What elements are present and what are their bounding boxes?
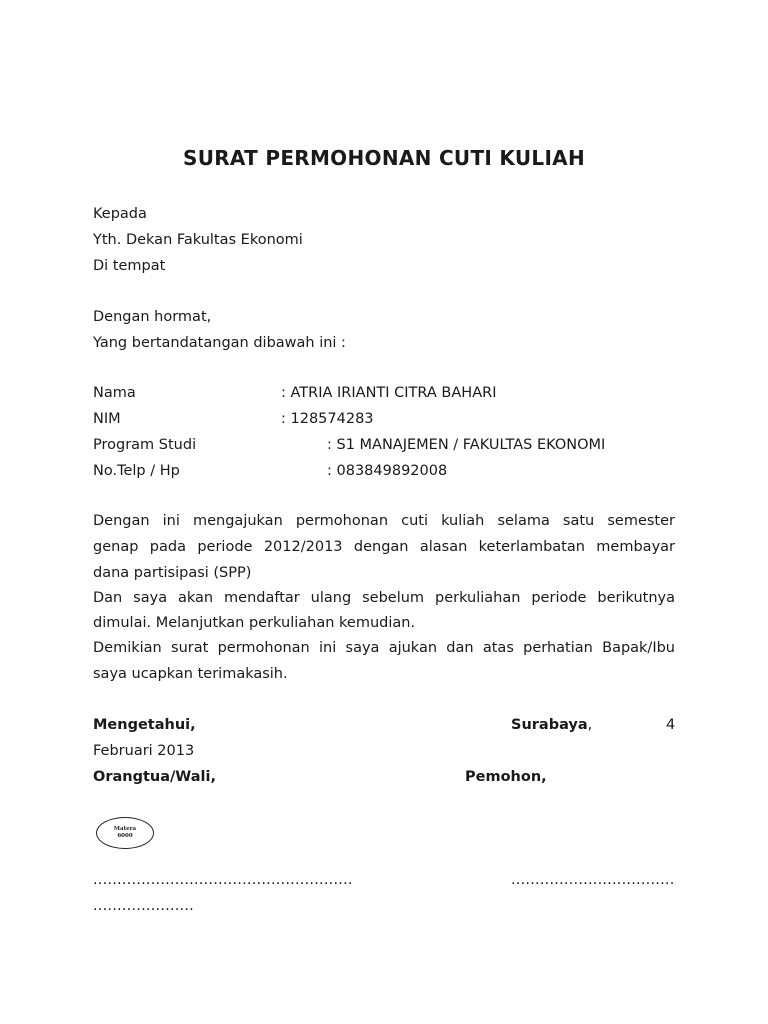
field-value-nama: : ATRIA IRIANTI CITRA BAHARI <box>281 385 497 401</box>
signature-left-dots: ...................................................... <box>93 872 353 888</box>
stamp-line-2: 6000 <box>117 833 133 839</box>
body-paragraph-3-line-1: Demikian surat permohonan ini saya ajukan dan atas perhatian Bapak/Ibu <box>93 640 675 656</box>
signature-month-year: Februari 2013 <box>93 743 195 759</box>
signature-left-dots-continued: ..................... <box>93 898 194 914</box>
signature-right-dots: .................................. <box>511 872 675 888</box>
recipient-line-1: Kepada <box>93 206 147 222</box>
body-paragraph-3-line-2: saya ucapkan terimakasih. <box>93 666 288 682</box>
signature-place <box>511 715 592 735</box>
stamp-seal <box>96 817 154 849</box>
field-label-program-studi: Program Studi <box>93 437 197 453</box>
letter-title: SURAT PERMOHONAN CUTI KULIAH <box>182 146 585 170</box>
place-comma: , <box>587 717 593 733</box>
signature-left-heading: Mengetahui, <box>93 717 196 733</box>
body-paragraph-1-line-1: Dengan ini mengajukan permohonan cuti kuliah selama satu semester <box>93 513 675 529</box>
field-label-nama: Nama <box>93 385 136 401</box>
greeting-line: Dengan hormat, <box>93 309 212 325</box>
place-name: Surabaya <box>511 717 588 733</box>
signature-left-role: Orangtua/Wali, <box>93 769 217 785</box>
field-label-nim: NIM <box>93 411 121 427</box>
field-label-telp: No.Telp / Hp <box>93 463 180 479</box>
stamp-line-1: Matera <box>113 826 137 832</box>
body-paragraph-2-line-1: Dan saya akan mendaftar ulang sebelum perkuliahan periode berikutnya <box>93 590 675 606</box>
recipient-line-2: Yth. Dekan Fakultas Ekonomi <box>93 232 303 248</box>
signature-right-role: Pemohon, <box>465 769 547 785</box>
signature-day: 4 <box>666 717 676 733</box>
body-paragraph-1-line-3: dana partisipasi (SPP) <box>93 565 252 581</box>
intro-line: Yang bertandatangan dibawah ini : <box>93 335 346 351</box>
recipient-line-3: Di tempat <box>93 258 166 274</box>
field-value-nim: : 128574283 <box>281 411 374 427</box>
field-value-program-studi: : S1 MANAJEMEN / FAKULTAS EKONOMI <box>327 437 606 453</box>
body-paragraph-1-line-2: genap pada periode 2012/2013 dengan alasan keterlambatan membayar <box>93 539 675 555</box>
body-paragraph-2-line-2: dimulai. Melanjutkan perkuliahan kemudian. <box>93 615 416 631</box>
field-value-telp: : 083849892008 <box>327 463 448 479</box>
